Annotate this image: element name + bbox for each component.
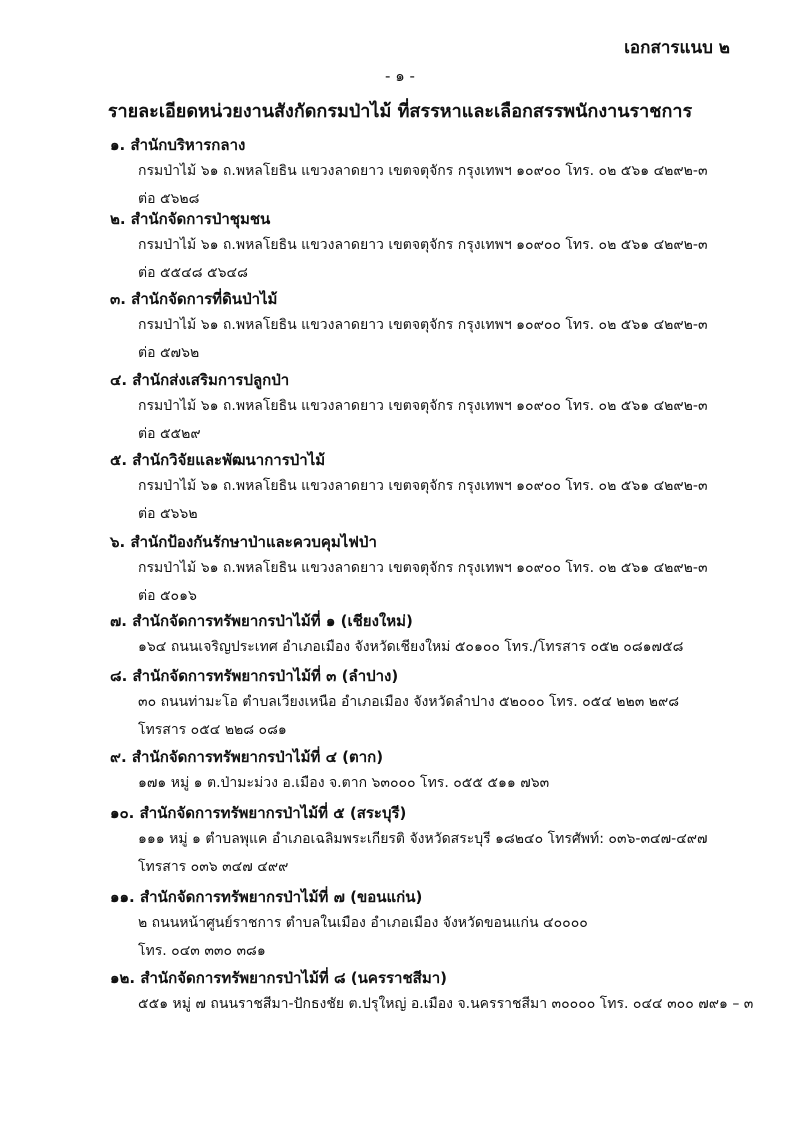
entry-address: กรมป่าไม้ ๖๑ ถ.พหลโยธิน แขวงลาดยาว เขตจตุจักร กรุงเทพฯ ๑๐๙๐๐ โทร. ๐๒ ๕๖๑ ๔๒๙๒-๓: [138, 560, 708, 576]
page-title: รายละเอียดหน่วยงานสังกัดกรมป่าไม้ ที่สรรหาและเลือกสรรพนักงานราชการ: [107, 101, 693, 122]
entry-address: ๑๑๑ หมู่ ๑ ตำบลพุแค อำเภอเฉลิมพระเกียรติ จังหวัดสระบุรี ๑๘๒๔๐ โทรศัพท์: ๐๓๖-๓๔๗-๔๙๗: [138, 831, 708, 847]
entry-contact: ต่อ ๕๕๔๘ ๕๖๔๘: [138, 265, 248, 281]
entry-address: กรมป่าไม้ ๖๑ ถ.พหลโยธิน แขวงลาดยาว เขตจตุจักร กรุงเทพฯ ๑๐๙๐๐ โทร. ๐๒ ๕๖๑ ๔๒๙๒-๓: [138, 237, 708, 253]
entry-contact: ต่อ ๕๖๖๒: [138, 506, 198, 522]
entry-heading: ๘. สำนักจัดการทรัพยากรป่าไม้ที่ ๓ (ลำปาง): [110, 667, 399, 685]
entry-address: ๓๐ ถนนท่ามะโอ ตำบลเวียงเหนือ อำเภอเมือง จังหวัดลำปาง ๕๒๐๐๐ โทร. ๐๕๔ ๒๒๓ ๒๙๘: [138, 694, 680, 710]
entry-heading: ๗. สำนักจัดการทรัพยากรป่าไม้ที่ ๑ (เชียงใหม่): [110, 612, 413, 630]
entry-address: ๑๗๑ หมู่ ๑ ต.ป่ามะม่วง อ.เมือง จ.ตาก ๖๓๐๐๐ โทร. ๐๕๕ ๕๑๑ ๗๖๓: [138, 775, 550, 791]
entry-heading: ๑๐. สำนักจัดการทรัพยากรป่าไม้ที่ ๕ (สระบุรี): [110, 804, 407, 822]
entry-contact: โทรสาร ๐๕๔ ๒๒๘ ๐๘๑: [138, 722, 287, 738]
entry-address: กรมป่าไม้ ๖๑ ถ.พหลโยธิน แขวงลาดยาว เขตจตุจักร กรุงเทพฯ ๑๐๙๐๐ โทร. ๐๒ ๕๖๑ ๔๒๙๒-๓: [138, 163, 708, 179]
entry-contact: ต่อ ๕๖๒๘: [138, 191, 200, 207]
entry-contact: โทรสาร ๐๓๖ ๓๔๗ ๔๙๙: [138, 859, 289, 875]
entry-heading: ๑. สำนักบริหารกลาง: [110, 136, 246, 154]
entry-heading: ๕. สำนักวิจัยและพัฒนาการป่าไม้: [110, 451, 326, 469]
entry-heading: ๔. สำนักส่งเสริมการปลูกป่า: [110, 371, 290, 389]
entry-heading: ๓. สำนักจัดการที่ดินป่าไม้: [110, 290, 278, 308]
entry-address: กรมป่าไม้ ๖๑ ถ.พหลโยธิน แขวงลาดยาว เขตจตุจักร กรุงเทพฯ ๑๐๙๐๐ โทร. ๐๒ ๕๖๑ ๔๒๙๒-๓: [138, 398, 708, 414]
entry-heading: ๖. สำนักป้องกันรักษาป่าและควบคุมไฟป่า: [110, 533, 377, 551]
entry-address: ๑๖๔ ถนนเจริญประเทศ อำเภอเมือง จังหวัดเชียงใหม่ ๕๐๑๐๐ โทร./โทรสาร ๐๕๒ ๐๘๑๗๕๘: [138, 639, 684, 655]
entry-heading: ๒. สำนักจัดการป่าชุมชน: [110, 210, 271, 228]
attachment-label: เอกสารแนบ ๒: [624, 38, 730, 58]
entry-address: กรมป่าไม้ ๖๑ ถ.พหลโยธิน แขวงลาดยาว เขตจตุจักร กรุงเทพฯ ๑๐๙๐๐ โทร. ๐๒ ๕๖๑ ๔๒๙๒-๓: [138, 317, 708, 333]
entry-address: ๕๕๑ หมู่ ๗ ถนนราชสีมา-ปักธงชัย ต.ปรุใหญ่ อ.เมือง จ.นครราชสีมา ๓๐๐๐๐ โทร. ๐๔๔ ๓๐๐ ๗๙๑ – ๓: [138, 996, 754, 1012]
entry-address: ๒ ถนนหน้าศูนย์ราชการ ตำบลในเมือง อำเภอเมือง จังหวัดขอนแก่น ๔๐๐๐๐: [138, 915, 588, 931]
entry-heading: ๙. สำนักจัดการทรัพยากรป่าไม้ที่ ๔ (ตาก): [110, 748, 384, 766]
entry-heading: ๑๒. สำนักจัดการทรัพยากรป่าไม้ที่ ๘ (นครราชสีมา): [110, 969, 447, 987]
entry-contact: โทร. ๐๔๓ ๓๓๐ ๓๘๑: [138, 943, 266, 959]
entry-address: กรมป่าไม้ ๖๑ ถ.พหลโยธิน แขวงลาดยาว เขตจตุจักร กรุงเทพฯ ๑๐๙๐๐ โทร. ๐๒ ๕๖๑ ๔๒๙๒-๓: [138, 478, 708, 494]
entry-heading: ๑๑. สำนักจัดการทรัพยากรป่าไม้ที่ ๗ (ขอนแก่น): [110, 888, 423, 906]
entry-contact: ต่อ ๕๗๖๒: [138, 345, 200, 361]
entry-contact: ต่อ ๕๕๒๙: [138, 426, 201, 442]
entry-contact: ต่อ ๕๐๑๖: [138, 588, 197, 604]
page-number: - ๑ -: [385, 67, 415, 85]
